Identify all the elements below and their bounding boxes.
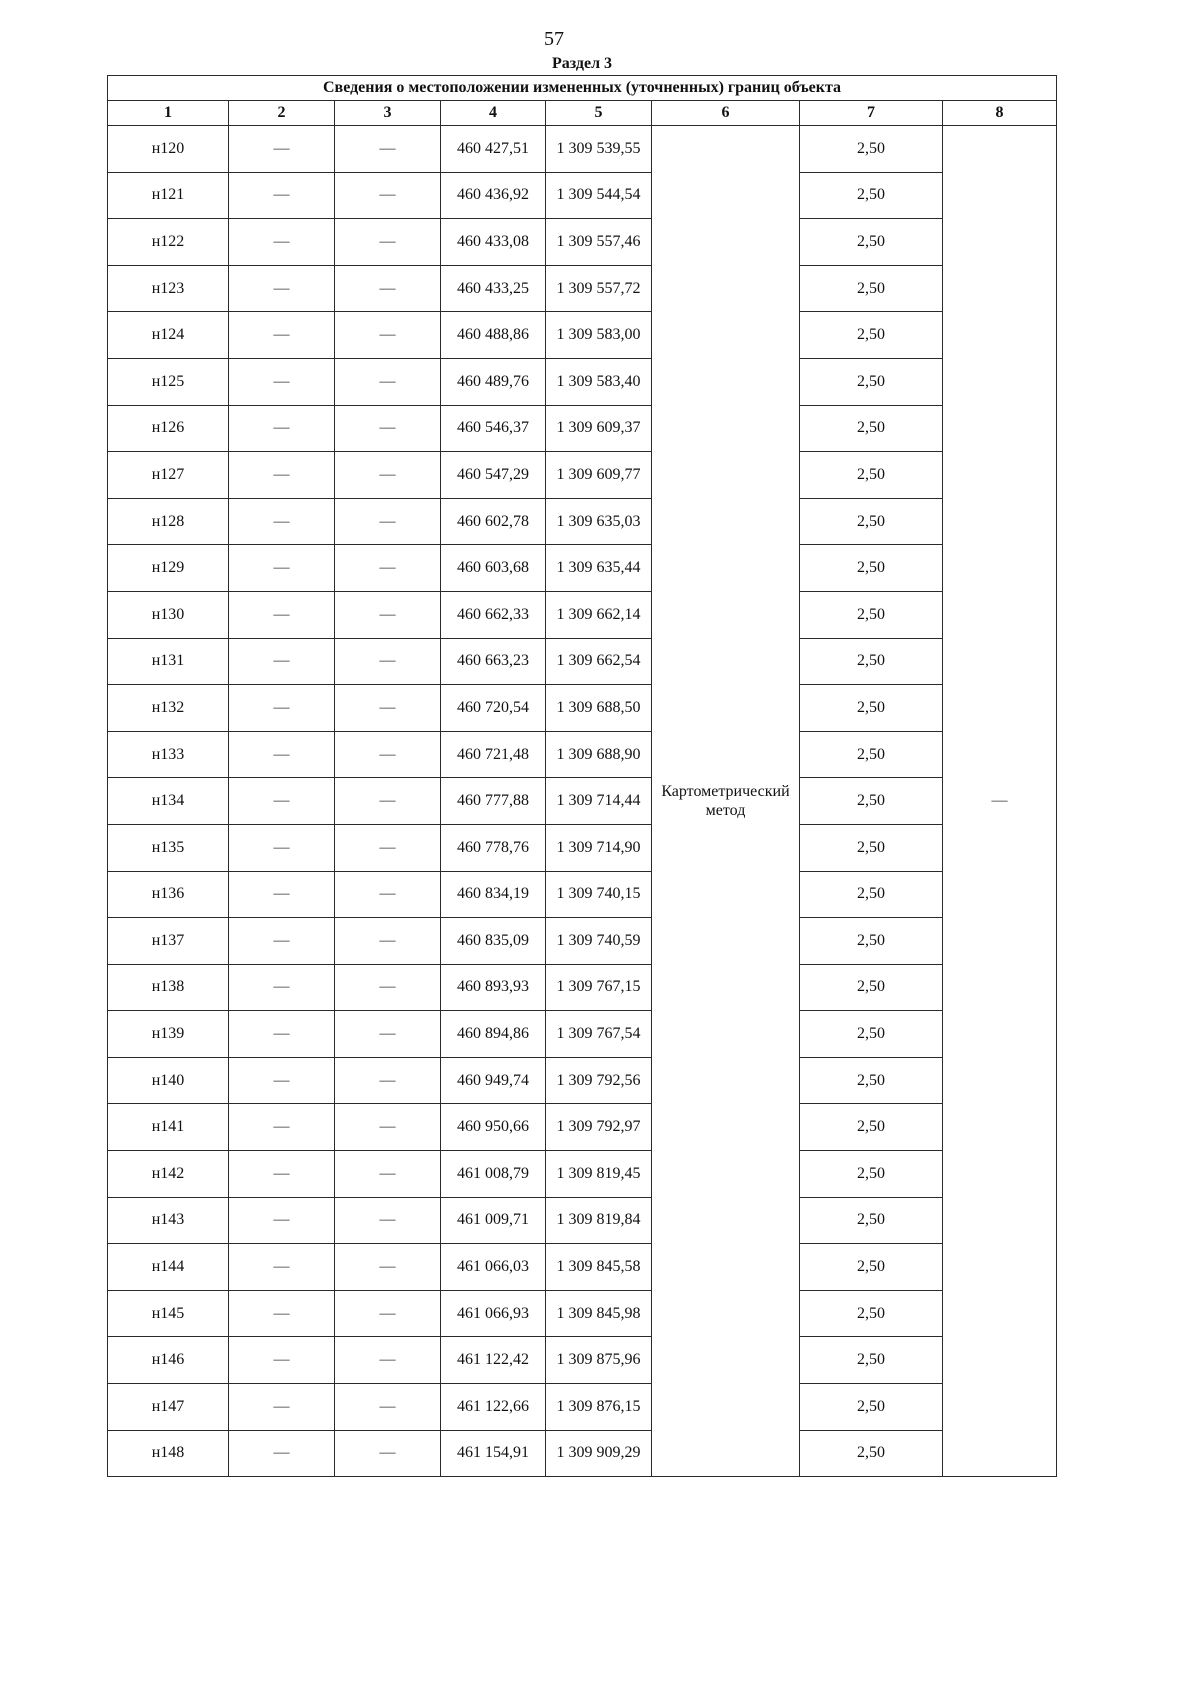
- column-2-cell: —: [229, 265, 335, 312]
- column-2-cell: —: [229, 172, 335, 219]
- column-3-cell: —: [335, 1337, 441, 1384]
- table-row: [108, 172, 1057, 219]
- point-name-cell: н120: [108, 126, 229, 173]
- table-row: [108, 638, 1057, 685]
- point-name-cell: н137: [108, 918, 229, 965]
- column-3-cell: —: [335, 871, 441, 918]
- x-coordinate-cell: 460 834,19: [441, 871, 546, 918]
- point-name-cell: н144: [108, 1244, 229, 1291]
- point-name-cell: н132: [108, 685, 229, 732]
- column-2-cell: —: [229, 964, 335, 1011]
- column-2-cell: —: [229, 452, 335, 499]
- accuracy-cell: 2,50: [800, 778, 943, 825]
- column-3-cell: —: [335, 731, 441, 778]
- column-2-cell: —: [229, 498, 335, 545]
- table-row: [108, 358, 1057, 405]
- column-2-cell: —: [229, 312, 335, 359]
- y-coordinate-cell: 1 309 688,50: [546, 685, 652, 732]
- x-coordinate-cell: 460 835,09: [441, 918, 546, 965]
- column-2-cell: —: [229, 1430, 335, 1477]
- column-2-cell: —: [229, 1244, 335, 1291]
- x-coordinate-cell: 461 154,91: [441, 1430, 546, 1477]
- point-name-cell: н126: [108, 405, 229, 452]
- x-coordinate-cell: 460 489,76: [441, 358, 546, 405]
- column-2-cell: —: [229, 219, 335, 266]
- x-coordinate-cell: 460 777,88: [441, 778, 546, 825]
- y-coordinate-cell: 1 309 740,59: [546, 918, 652, 965]
- table-row: [108, 1057, 1057, 1104]
- point-name-cell: н139: [108, 1011, 229, 1058]
- accuracy-cell: 2,50: [800, 126, 943, 173]
- y-coordinate-cell: 1 309 609,37: [546, 405, 652, 452]
- accuracy-cell: 2,50: [800, 1244, 943, 1291]
- column-3-cell: —: [335, 219, 441, 266]
- table-row: [108, 1337, 1057, 1384]
- accuracy-cell: 2,50: [800, 1104, 943, 1151]
- column-3-cell: —: [335, 1384, 441, 1431]
- column-number: 6: [652, 101, 800, 126]
- column-number: 2: [229, 101, 335, 126]
- y-coordinate-cell: 1 309 792,97: [546, 1104, 652, 1151]
- y-coordinate-cell: 1 309 557,72: [546, 265, 652, 312]
- x-coordinate-cell: 460 433,25: [441, 265, 546, 312]
- x-coordinate-cell: 460 893,93: [441, 964, 546, 1011]
- column-3-cell: —: [335, 452, 441, 499]
- point-name-cell: н140: [108, 1057, 229, 1104]
- x-coordinate-cell: 460 662,33: [441, 591, 546, 638]
- x-coordinate-cell: 461 009,71: [441, 1197, 546, 1244]
- point-name-cell: н142: [108, 1151, 229, 1198]
- table-row: [108, 1384, 1057, 1431]
- accuracy-cell: 2,50: [800, 219, 943, 266]
- y-coordinate-cell: 1 309 876,15: [546, 1384, 652, 1431]
- y-coordinate-cell: 1 309 635,44: [546, 545, 652, 592]
- y-coordinate-cell: 1 309 609,77: [546, 452, 652, 499]
- y-coordinate-cell: 1 309 714,44: [546, 778, 652, 825]
- point-name-cell: н147: [108, 1384, 229, 1431]
- accuracy-cell: 2,50: [800, 1430, 943, 1477]
- y-coordinate-cell: 1 309 792,56: [546, 1057, 652, 1104]
- column-3-cell: —: [335, 172, 441, 219]
- column-2-cell: —: [229, 1011, 335, 1058]
- column-2-cell: —: [229, 591, 335, 638]
- column-3-cell: —: [335, 265, 441, 312]
- y-coordinate-cell: 1 309 845,98: [546, 1290, 652, 1337]
- column-3-cell: —: [335, 312, 441, 359]
- boundary-coordinates-table: [107, 75, 1057, 1477]
- point-name-cell: н124: [108, 312, 229, 359]
- accuracy-cell: 2,50: [800, 498, 943, 545]
- column-2-cell: —: [229, 1151, 335, 1198]
- column-2-cell: —: [229, 126, 335, 173]
- table-row: [108, 126, 1057, 173]
- column-2-cell: —: [229, 778, 335, 825]
- y-coordinate-cell: 1 309 583,00: [546, 312, 652, 359]
- column-3-cell: —: [335, 405, 441, 452]
- x-coordinate-cell: 460 663,23: [441, 638, 546, 685]
- column-3-cell: —: [335, 1430, 441, 1477]
- y-coordinate-cell: 1 309 583,40: [546, 358, 652, 405]
- table-row: [108, 1104, 1057, 1151]
- y-coordinate-cell: 1 309 845,58: [546, 1244, 652, 1291]
- y-coordinate-cell: 1 309 767,15: [546, 964, 652, 1011]
- column-3-cell: —: [335, 1290, 441, 1337]
- accuracy-cell: 2,50: [800, 871, 943, 918]
- accuracy-cell: 2,50: [800, 1057, 943, 1104]
- column-2-cell: —: [229, 638, 335, 685]
- table-row: [108, 312, 1057, 359]
- y-coordinate-cell: 1 309 662,54: [546, 638, 652, 685]
- x-coordinate-cell: 460 603,68: [441, 545, 546, 592]
- y-coordinate-cell: 1 309 662,14: [546, 591, 652, 638]
- point-name-cell: н129: [108, 545, 229, 592]
- table-row: [108, 1244, 1057, 1291]
- column-number-row: [108, 101, 1057, 126]
- point-name-cell: н136: [108, 871, 229, 918]
- column-2-cell: —: [229, 918, 335, 965]
- table-caption: Сведения о местоположении измененных (уточненных) границ объекта: [108, 76, 1057, 101]
- table-row: [108, 1430, 1057, 1477]
- x-coordinate-cell: 460 427,51: [441, 126, 546, 173]
- table-row: [108, 731, 1057, 778]
- x-coordinate-cell: 461 122,42: [441, 1337, 546, 1384]
- column-2-cell: —: [229, 1104, 335, 1151]
- point-name-cell: н125: [108, 358, 229, 405]
- column-3-cell: —: [335, 545, 441, 592]
- point-name-cell: н123: [108, 265, 229, 312]
- accuracy-cell: 2,50: [800, 452, 943, 499]
- column-2-cell: —: [229, 731, 335, 778]
- column-3-cell: —: [335, 358, 441, 405]
- table-row: [108, 824, 1057, 871]
- table-row: [108, 778, 1057, 825]
- accuracy-cell: 2,50: [800, 1337, 943, 1384]
- column-3-cell: —: [335, 591, 441, 638]
- column-2-cell: —: [229, 545, 335, 592]
- table-row: [108, 591, 1057, 638]
- column-2-cell: —: [229, 824, 335, 871]
- page-number: 57: [544, 28, 564, 50]
- point-name-cell: н134: [108, 778, 229, 825]
- accuracy-cell: 2,50: [800, 731, 943, 778]
- x-coordinate-cell: 460 778,76: [441, 824, 546, 871]
- accuracy-cell: 2,50: [800, 172, 943, 219]
- column-2-cell: —: [229, 1290, 335, 1337]
- column-3-cell: —: [335, 685, 441, 732]
- table-row: [108, 545, 1057, 592]
- column-8-cell: —: [943, 126, 1057, 1477]
- table-row: [108, 918, 1057, 965]
- x-coordinate-cell: 460 488,86: [441, 312, 546, 359]
- x-coordinate-cell: 460 894,86: [441, 1011, 546, 1058]
- column-3-cell: —: [335, 1057, 441, 1104]
- x-coordinate-cell: 460 546,37: [441, 405, 546, 452]
- accuracy-cell: 2,50: [800, 918, 943, 965]
- column-2-cell: —: [229, 358, 335, 405]
- accuracy-cell: 2,50: [800, 1384, 943, 1431]
- y-coordinate-cell: 1 309 714,90: [546, 824, 652, 871]
- column-3-cell: —: [335, 824, 441, 871]
- table-row: [108, 1011, 1057, 1058]
- column-3-cell: —: [335, 778, 441, 825]
- column-number: 5: [546, 101, 652, 126]
- y-coordinate-cell: 1 309 819,84: [546, 1197, 652, 1244]
- point-name-cell: н127: [108, 452, 229, 499]
- column-2-cell: —: [229, 1197, 335, 1244]
- y-coordinate-cell: 1 309 875,96: [546, 1337, 652, 1384]
- x-coordinate-cell: 461 008,79: [441, 1151, 546, 1198]
- y-coordinate-cell: 1 309 635,03: [546, 498, 652, 545]
- accuracy-cell: 2,50: [800, 1011, 943, 1058]
- point-name-cell: н146: [108, 1337, 229, 1384]
- column-number: 7: [800, 101, 943, 126]
- table-row: [108, 452, 1057, 499]
- x-coordinate-cell: 461 066,93: [441, 1290, 546, 1337]
- column-2-cell: —: [229, 1384, 335, 1431]
- x-coordinate-cell: 461 122,66: [441, 1384, 546, 1431]
- point-name-cell: н130: [108, 591, 229, 638]
- column-3-cell: —: [335, 126, 441, 173]
- column-number: 1: [108, 101, 229, 126]
- x-coordinate-cell: 460 949,74: [441, 1057, 546, 1104]
- accuracy-cell: 2,50: [800, 405, 943, 452]
- accuracy-cell: 2,50: [800, 1151, 943, 1198]
- method-cell: Картометрический метод: [652, 126, 800, 1477]
- point-name-cell: н131: [108, 638, 229, 685]
- column-3-cell: —: [335, 964, 441, 1011]
- column-3-cell: —: [335, 1197, 441, 1244]
- point-name-cell: н122: [108, 219, 229, 266]
- y-coordinate-cell: 1 309 909,29: [546, 1430, 652, 1477]
- column-3-cell: —: [335, 1104, 441, 1151]
- table-row: [108, 871, 1057, 918]
- point-name-cell: н133: [108, 731, 229, 778]
- column-number: 4: [441, 101, 546, 126]
- table-row: [108, 1290, 1057, 1337]
- table-row: [108, 1197, 1057, 1244]
- y-coordinate-cell: 1 309 740,15: [546, 871, 652, 918]
- column-3-cell: —: [335, 1244, 441, 1291]
- table-row: [108, 498, 1057, 545]
- accuracy-cell: 2,50: [800, 265, 943, 312]
- y-coordinate-cell: 1 309 819,45: [546, 1151, 652, 1198]
- table-row: [108, 405, 1057, 452]
- point-name-cell: н128: [108, 498, 229, 545]
- point-name-cell: н138: [108, 964, 229, 1011]
- accuracy-cell: 2,50: [800, 545, 943, 592]
- table-row: [108, 265, 1057, 312]
- point-name-cell: н148: [108, 1430, 229, 1477]
- accuracy-cell: 2,50: [800, 591, 943, 638]
- x-coordinate-cell: 460 720,54: [441, 685, 546, 732]
- x-coordinate-cell: 460 721,48: [441, 731, 546, 778]
- column-3-cell: —: [335, 498, 441, 545]
- y-coordinate-cell: 1 309 767,54: [546, 1011, 652, 1058]
- column-3-cell: —: [335, 918, 441, 965]
- accuracy-cell: 2,50: [800, 964, 943, 1011]
- table-row: [108, 219, 1057, 266]
- column-number: 8: [943, 101, 1057, 126]
- point-name-cell: н141: [108, 1104, 229, 1151]
- x-coordinate-cell: 460 436,92: [441, 172, 546, 219]
- column-3-cell: —: [335, 1151, 441, 1198]
- accuracy-cell: 2,50: [800, 824, 943, 871]
- section-title: Раздел 3: [551, 55, 613, 72]
- point-name-cell: н135: [108, 824, 229, 871]
- accuracy-cell: 2,50: [800, 685, 943, 732]
- accuracy-cell: 2,50: [800, 358, 943, 405]
- column-number: 3: [335, 101, 441, 126]
- x-coordinate-cell: 460 433,08: [441, 219, 546, 266]
- accuracy-cell: 2,50: [800, 638, 943, 685]
- table-row: [108, 964, 1057, 1011]
- x-coordinate-cell: 460 602,78: [441, 498, 546, 545]
- column-2-cell: —: [229, 1337, 335, 1384]
- table-row: [108, 1151, 1057, 1198]
- y-coordinate-cell: 1 309 544,54: [546, 172, 652, 219]
- accuracy-cell: 2,50: [800, 1290, 943, 1337]
- column-2-cell: —: [229, 685, 335, 732]
- y-coordinate-cell: 1 309 557,46: [546, 219, 652, 266]
- point-name-cell: н143: [108, 1197, 229, 1244]
- accuracy-cell: 2,50: [800, 312, 943, 359]
- point-name-cell: н121: [108, 172, 229, 219]
- point-name-cell: н145: [108, 1290, 229, 1337]
- column-2-cell: —: [229, 1057, 335, 1104]
- column-2-cell: —: [229, 871, 335, 918]
- y-coordinate-cell: 1 309 539,55: [546, 126, 652, 173]
- column-3-cell: —: [335, 638, 441, 685]
- accuracy-cell: 2,50: [800, 1197, 943, 1244]
- table-row: [108, 685, 1057, 732]
- x-coordinate-cell: 460 547,29: [441, 452, 546, 499]
- y-coordinate-cell: 1 309 688,90: [546, 731, 652, 778]
- x-coordinate-cell: 460 950,66: [441, 1104, 546, 1151]
- column-2-cell: —: [229, 405, 335, 452]
- x-coordinate-cell: 461 066,03: [441, 1244, 546, 1291]
- column-3-cell: —: [335, 1011, 441, 1058]
